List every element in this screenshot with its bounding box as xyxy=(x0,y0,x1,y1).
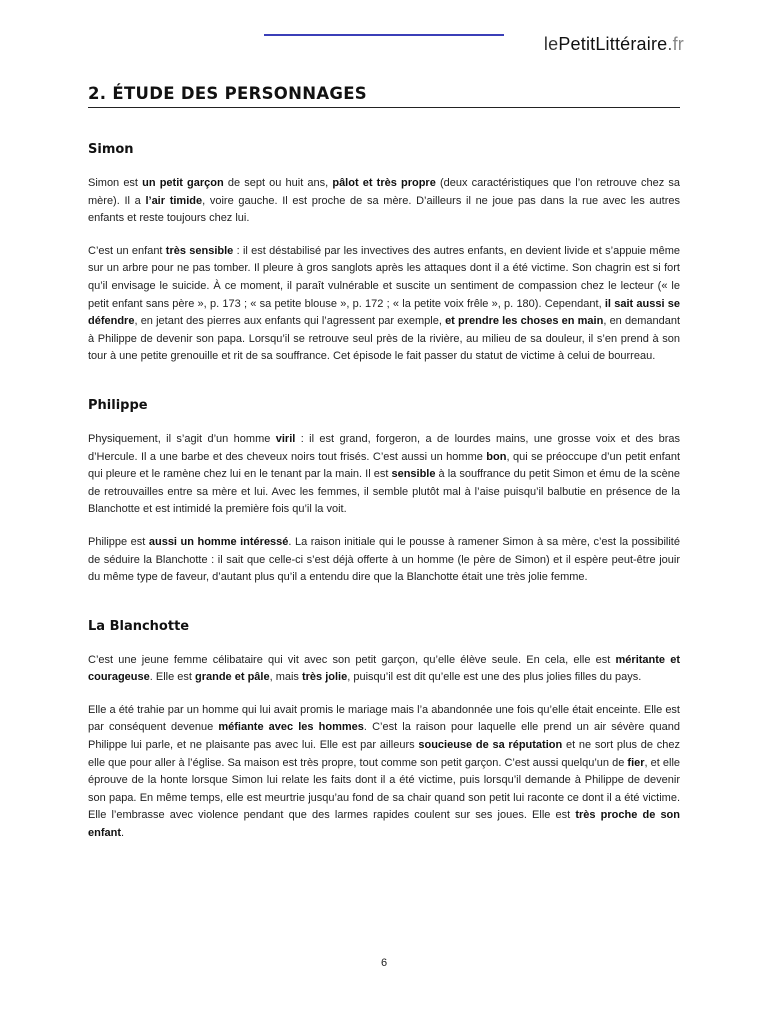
body-text: C’est une jeune femme célibataire qui vit avec son petit garçon, qu’elle élève seule. En cela, elle est xyxy=(88,653,616,666)
emphasis-text: il sait aussi se défendre xyxy=(88,297,680,328)
emphasis-text: grande et pâle xyxy=(195,671,270,684)
emphasis-text: méfiante avec les hommes xyxy=(218,721,364,734)
body-text: à la souffrance du petit Simon et ému de la scène de retrouvailles entre sa mère et lui. Avec les femmes, il semble plutôt mal à l’aise puisqu’il balbutie en présence de la Blanchotte et est intimidé la première fois qu’il la voit. xyxy=(88,468,680,516)
emphasis-text: l’air timide xyxy=(145,194,203,207)
emphasis-text: aussi un homme intéressé xyxy=(148,535,289,548)
body-text: , mais xyxy=(269,671,302,684)
brand-logo[interactable] xyxy=(544,34,684,55)
body-text: , en demandant à Philippe de devenir son papa. Lorsqu’il se retrouve seul près de la rivière, au milieu de sa douleur, il s’en prend à son tour à une petite grenouille et rit de sa souffrance. Cet épisode le fait passer du statut de victime à celui de bourreau. xyxy=(88,315,681,363)
body-text: et ne sort plus de chez elle que pour aller à l’église. Sa maison est très propre, tout comme son petit garçon. C’est aussi quelqu’un de xyxy=(88,739,680,769)
paragraph xyxy=(88,534,680,587)
emphasis-text: bon xyxy=(486,450,507,463)
emphasis-text: méritante et courageuse xyxy=(88,653,680,684)
paragraph xyxy=(88,175,680,228)
character-heading-blanchotte: La Blanchotte xyxy=(88,618,190,634)
body-text: Physiquement, il s’agit d’un homme xyxy=(88,432,276,445)
body-text: : il est grand, forgeron, a de lourdes mains, une grosse voix et des bras d’Hercule. Il a une barbe et des cheveux noirs tout frisés. C’est aussi un homme xyxy=(88,432,680,463)
emphasis-text: pâlot et très propre xyxy=(332,177,436,189)
paragraph xyxy=(88,652,680,687)
body-text: C’est un enfant xyxy=(88,244,166,257)
body-text: de sept ou huit ans, xyxy=(223,177,333,189)
emphasis-text: sensible xyxy=(391,468,436,481)
emphasis-text: et prendre les choses en main xyxy=(445,315,604,328)
emphasis-text: très proche de son enfant xyxy=(88,809,680,840)
brand-tld: fr xyxy=(672,34,684,54)
body-text: Philippe est xyxy=(88,535,149,548)
emphasis-text: soucieuse de sa réputation xyxy=(418,739,563,752)
brand-name: PetitLittéraire xyxy=(558,34,668,54)
body-text: . La raison initiale qui le pousse à ramener Simon à sa mère, c’est la possibilité de séduire la Blanchotte : il sait que celle-ci s’est déjà offerte à un homme (le père de Simon) et il espère peut-être jouir du même type de faveur, d’autant plus qu’il a entendu dire que la Blanchotte était une très jolie femme. xyxy=(88,535,680,584)
body-text: (deux caractéristiques que l’on retrouve chez sa mère). Il a xyxy=(88,177,680,207)
body-text: : il est déstabilisé par les invectives des autres enfants, en devient livide et s’appuie même sur un arbre pour ne pas tomber. Il pleure à gros sanglots après les attaques dont il a été victime. Son chagrin est si fort qu’il envisage le suicide. À ce moment, il paraît vulnérable et suscite un sentiment de compassion chez le lecteur (« le petit enfant sans père », p. 173 ; « sa petite blouse », p. 172 ; « la petite voix frêle », p. 180). Cependant, xyxy=(88,244,680,310)
body-text: Simon est xyxy=(88,177,143,189)
body-text: . Elle est xyxy=(149,671,195,684)
character-heading-philippe: Philippe xyxy=(88,397,148,413)
paragraph xyxy=(88,243,680,366)
paragraph xyxy=(88,702,680,843)
paragraph xyxy=(88,431,680,519)
emphasis-text: un petit garçon xyxy=(142,177,224,189)
brand-dot: . xyxy=(667,34,673,54)
emphasis-text: viril xyxy=(275,432,296,445)
body-text: Elle a été trahie par un homme qui lui avait promis le mariage mais l’a abandonnée une fois qu’elle était enceinte. Elle est par conséquent devenue xyxy=(88,703,680,734)
emphasis-text: très jolie xyxy=(301,671,348,684)
body-text: . C’est la raison pour laquelle elle prend un air sévère quand Philippe lui parle, et ne plaisante pas avec lui. Elle est par ailleurs xyxy=(88,721,681,752)
page-content xyxy=(88,84,680,843)
body-text: , qui se préoccupe d’un petit enfant qui pleure et le ramène chez lui en le tenant par la main. Il est xyxy=(88,450,681,481)
body-text: , puisqu’il est dit qu’elle est une des plus jolies filles du pays. xyxy=(347,671,642,684)
body-text: , et elle éprouve de la honte lorsque Simon lui relate les faits dont il a été victime, puis lorsqu’il demande à Philippe de devenir son papa. En même temps, elle est meurtrie jusqu’au fond de sa chair quand son petit lui raconte ce dont il a été victime. Elle l’embrasse avec violence pendant que des larmes rapides coulent sur ses joues. Elle est xyxy=(88,756,681,822)
header-rule xyxy=(264,34,504,36)
emphasis-text: fier xyxy=(627,756,645,769)
page-number: 6 xyxy=(380,957,388,969)
body-text: . xyxy=(121,827,125,840)
brand-le: le xyxy=(543,34,559,54)
body-text: , voire gauche. Il est proche de sa mère. D’ailleurs il ne joue pas dans la rue avec les autres enfants et reste toujours chez lui. xyxy=(88,194,680,225)
emphasis-text: très sensible xyxy=(165,244,234,257)
section-title: 2. ÉTUDE DES PERSONNAGES xyxy=(88,84,680,108)
body-text: , en jetant des pierres aux enfants qui l’agressent par exemple, xyxy=(134,315,446,328)
character-heading-simon: Simon xyxy=(88,142,134,157)
